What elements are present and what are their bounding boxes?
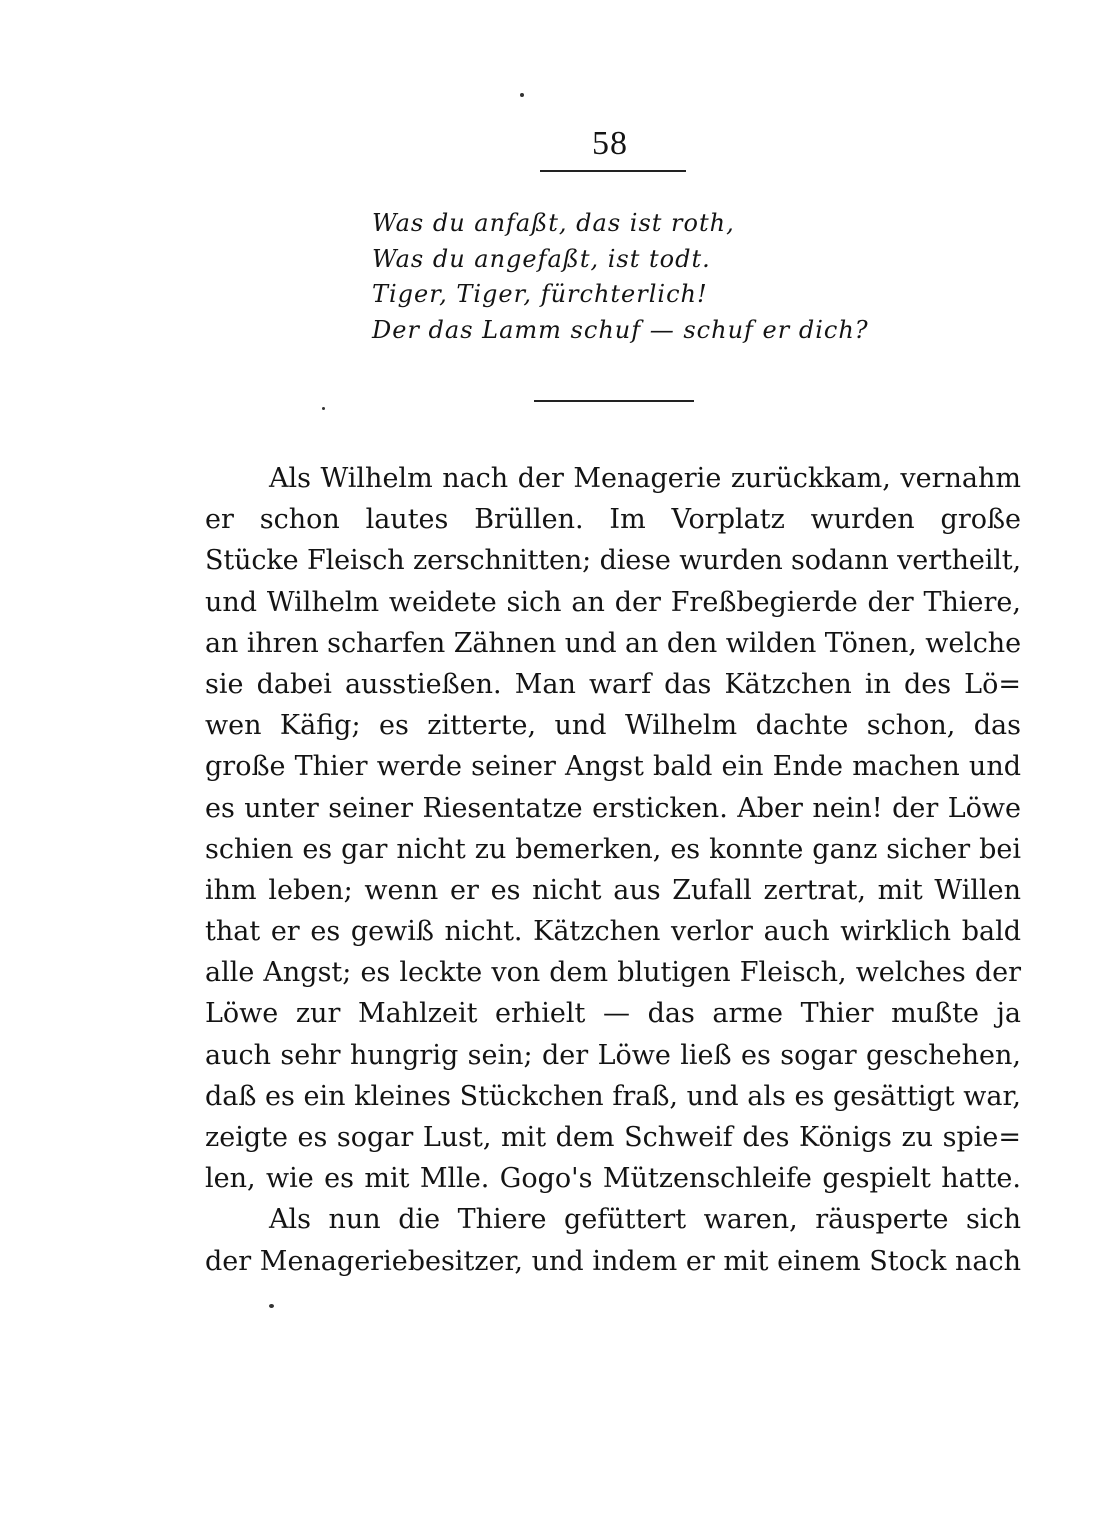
text-line: große Thier werde seiner Angst bald ein Ende machen und bbox=[205, 751, 1021, 783]
text-line: schien es gar nicht zu bemerken, es konnte ganz sicher bei bbox=[205, 833, 1021, 865]
print-speck bbox=[269, 1304, 274, 1308]
print-speck bbox=[322, 407, 325, 410]
text-line: zeigte es sogar Lust, mit dem Schweif des Königs zu spie= bbox=[205, 1122, 1021, 1153]
poem-line: Tiger, Tiger, fürchterlich! bbox=[372, 280, 708, 308]
page-number: 58 bbox=[592, 125, 628, 162]
text-line: alle Angst; es leckte von dem blutigen Fleisch, welches der bbox=[205, 957, 1021, 989]
body-text bbox=[205, 458, 1021, 1282]
text-line: Als nun die Thiere gefüttert waren, räusperte sich bbox=[269, 1204, 1021, 1236]
print-speck bbox=[520, 93, 524, 97]
text-line: that er es gewiß nicht. Kätzchen verlor auch wirklich bald bbox=[205, 916, 1021, 948]
poem-line: Was du anfaßt, das ist roth, bbox=[372, 209, 735, 237]
text-line: es unter seiner Riesentatze ersticken. Aber nein! der Löwe bbox=[205, 792, 1021, 824]
text-line: Stücke Fleisch zerschnitten; diese wurden sodann vertheilt, bbox=[205, 545, 1021, 577]
text-line: Löwe zur Mahlzeit erhielt — das arme Thier mußte ja bbox=[205, 998, 1021, 1030]
text-line: len, wie es mit Mlle. Gogo's Mützenschleife gespielt hatte. bbox=[205, 1163, 1021, 1195]
section-divider bbox=[534, 400, 694, 402]
text-line: Als Wilhelm nach der Menagerie zurückkam, vernahm bbox=[269, 463, 1021, 494]
text-line: und Wilhelm weidete sich an der Freßbegierde der Thiere, bbox=[205, 586, 1021, 618]
poem-line: Der das Lamm schuf — schuf er dich? bbox=[372, 315, 869, 344]
text-line: ihm leben; wenn er es nicht aus Zufall zertrat, mit Willen bbox=[205, 874, 1021, 906]
text-line: der Menageriebesitzer, und indem er mit einem Stock nach bbox=[205, 1245, 1021, 1277]
text-line: daß es ein kleines Stückchen fraß, und als es gesättigt war, bbox=[205, 1080, 1021, 1112]
text-line: an ihren scharfen Zähnen und an den wilden Tönen, welche bbox=[205, 627, 1021, 659]
text-line: wen Käfig; es zitterte, und Wilhelm dachte schon, das bbox=[205, 710, 1021, 742]
text-line: sie dabei ausstießen. Man warf das Kätzchen in des Lö= bbox=[205, 668, 1021, 700]
text-line: auch sehr hungrig sein; der Löwe ließ es sogar geschehen, bbox=[205, 1039, 1021, 1071]
poem-line: Was du angefaßt, ist todt. bbox=[372, 244, 711, 273]
text-line: er schon lautes Brüllen. Im Vorplatz wurden große bbox=[205, 504, 1021, 536]
poem-stanza bbox=[372, 206, 932, 348]
header-rule bbox=[540, 170, 686, 172]
